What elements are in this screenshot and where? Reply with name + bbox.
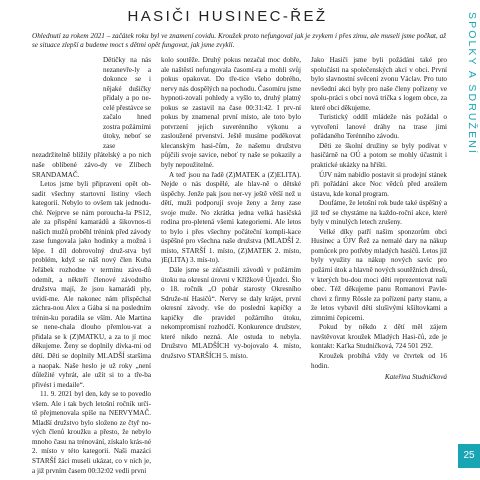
paragraph: ÚJV nám nabídlo postavit si prodejní stánek při pořádání akce Noc vědců před areálem ústavu, kde konal program.: [311, 170, 447, 198]
paragraph: Velké díky patří našim sponzorům obci Husinec a ÚJV Řež za nemalé dary na nákup pomůcek pro potřeby mladých hasičů. Letos již byly využity na nákup nových savic pro požární útok a hlavně nových soutěžních dresů, v kterých bu-dou moci děti reprezentovat naši obec. Též děkujeme panu Romanovi Pavle-chovi z firmy Rössle za pořízení party stanu, a že letos vybavil děti slušivými kšiltovkami a zimními čepicemi.: [311, 227, 447, 322]
paragraph: Jako Hasiči jsme byli požádáni také pro spolučásti na společenských akcí v obci. První bylo slavnostní svěcení zvonu Václav. Pro tuto nevšední akci byly pro naše členy pořízeny ve spolu-práci s obcí nová trička s logem obce, za které obci děkujeme.: [311, 56, 447, 112]
paragraph: Pokud by někdo z dětí měl zájem navštěvovat kroužek Mladých Hasi-čů, zde je kontakt: Kaťka Studničková, 724 501 292.: [311, 323, 447, 351]
intro-paragraph: Ohlednutí za rokem 2021 – začátek roku byl ve znamení covidu. Kroužek proto nefungoval jak je zvykem i přes zimu, ale museli jsme počkat, až se situace zlepší a budeme moct s dětmi opět fungovat, jak jsme zvyklí.: [32, 32, 446, 50]
paragraph: Doufáme, že letošní rok bude také úspěšný a již teď se chystáme na každo-roční akce, které byly v minulých letech zrušeny.: [311, 199, 447, 227]
author-signature: Kateřina Studničková: [384, 373, 447, 382]
paragraph: Kroužek probíhá vždy ve čtvrtek od 16 hodin.: [311, 351, 447, 370]
photo-placeholder: [32, 56, 98, 146]
sidebar: [452, 0, 480, 480]
paragraph: Dále jsme se zúčastnili závodů v požárním útoku na okresní úrovni v Křížkově Újezdci. Šlo o 18. ročník „O pohár starosty Okresního Sdruže-ní Hasičů“. Nervy se daly krájet, první okresní závody. vše do poslední kapičky a kapičky dle pravidel požárního útoku, nekompromisní rozhodčí. Konkurence družstev, které nikdo nezná. Ale ostuda to nebyla. Družstvo MLADŠÍCH vy-bojovalo 4. místo, družstvo STARŠÍCH 5. místo.: [161, 266, 301, 360]
paragraph: A teď jsou na řadě (Z)MATEK a (Z)ELITA). Nejde o nás dospělé, ale hlav-ně o dětské úspěchy. Jenže pak jsou ner-vy ještě větší než u dětí, muži podporují svoje ženy a ženy zase svoje muže. No zkrátka jedna velká hasičská rodina pro-pletená všemi kategoriemi. Ale letos to bylo i přes všechny počáteční kompli-kace úspěšné pro všechna naše družstva (MLADŠÍ 2. místo, STARŠÍ 1. místo, (Z)MATEK 2. místo, )E(LITA) 3. mís-to).: [161, 170, 301, 265]
article-title: HASIČI HUSINEC-ŘEŽ: [127, 8, 328, 25]
paragraph: Děti ze školní družiny se byly podívat v hasičárně na OÚ a potom se mohly účastnit i praktické ukázky na hřišti.: [311, 141, 447, 170]
paragraph: 11. 9. 2021 byl den, kdy se to povedlo všem. Ale i tak bych letošní ročník urči-tě přejmenovala spíše na NERVYMAČ. Mladší družstvo bylo složeno ze čtyř no-vých členů kroužku a přesto, že nebylo mnoho času na trénování, získalo krás-né 2. místo v této kategorii. Naši mazáci STARŠÍ žáci museli ukázat, co v nich je, a již prvním časem 00:32:02 vedli první: [32, 390, 151, 475]
paragraph: Letos jsme byli připraveni opět ob-sadit všechny startovní listiny všech kategorií. Nebylo to ovšem tak jednodu-ché. Nejprve se nám poroucha-la PS12, ale za přispění kamarádů a šikovnos-ti našich mužů proběhl trénink před závody zase fungovala jako hodinky a možná i lépe. I díl dobrovolný druž-stva byl problém, když se náš nový člen Kuba Jeřábek rozhodne v termínu závo-dů odemít, a někteří členové závodního družstva mají, že jsou kamarádi ply, uvidí-me. Ale nakonec nám přispěchal záchra-nou Alex a Gába si na posledním trénin-ku poradila se vším. Ale Martina se nene-chala dlouho přemlou-vat a přidala se k (Z)MATKU, a za to jí moc děkujeme. Ženy se doplnily dívka-mi od dětí. Děti se doplnily MLADŠÍ staršíma a naopak. Naše heslo je už roky „není důležité vyhrát, ale užít si to a tře-ba přivést i medaile“.: [32, 180, 151, 389]
column-1: [32, 56, 151, 476]
column-3: [311, 56, 447, 383]
section-label: SPOLKY A SDRUŽENÍ: [466, 12, 478, 155]
paragraph: Dětičky na nás nezanevře-ly a dokonce se i nějaké dušičky přidaly a po ne-celé přestávce se začalo hned zostra požárními útoky, neboť se zase nezadržitelně blížily přátelský a po nich naše oblíbené závo-dy ve Zlíbech SRANDAMAČ.: [32, 56, 151, 179]
column-2: [161, 56, 301, 362]
page-number: 25: [458, 444, 480, 468]
paragraph: Turistický oddíl mládeže nás požádal o vytvoření lanové dráhy na trase jimi pořádaného Terénního závodu.: [311, 113, 447, 141]
paragraph: kolo soutěže. Druhý pokus nezačal moc dobře, ale naštěstí nefungovala časomí-ra a mohli svůj pokus opakovat. Do tře-tice všeho dobrého, nervy nás dospělých na pochodu. Časomíru jsme hypnoti-zovali pohledy a vyšlo to, druhý platný pokus se zastavil na čase 00:31:42. I prv-ní pokus by znamenal první místo, ale toto bylo potvrzení jejich suverénního výkonu a zasloužené prvenství. Ještě musíme poděkovat klecanským hasi-čům, že našemu družstvu půjčili svoje savice, neboť ty naše se pokazily a byly nepoužitelné.: [161, 56, 301, 170]
